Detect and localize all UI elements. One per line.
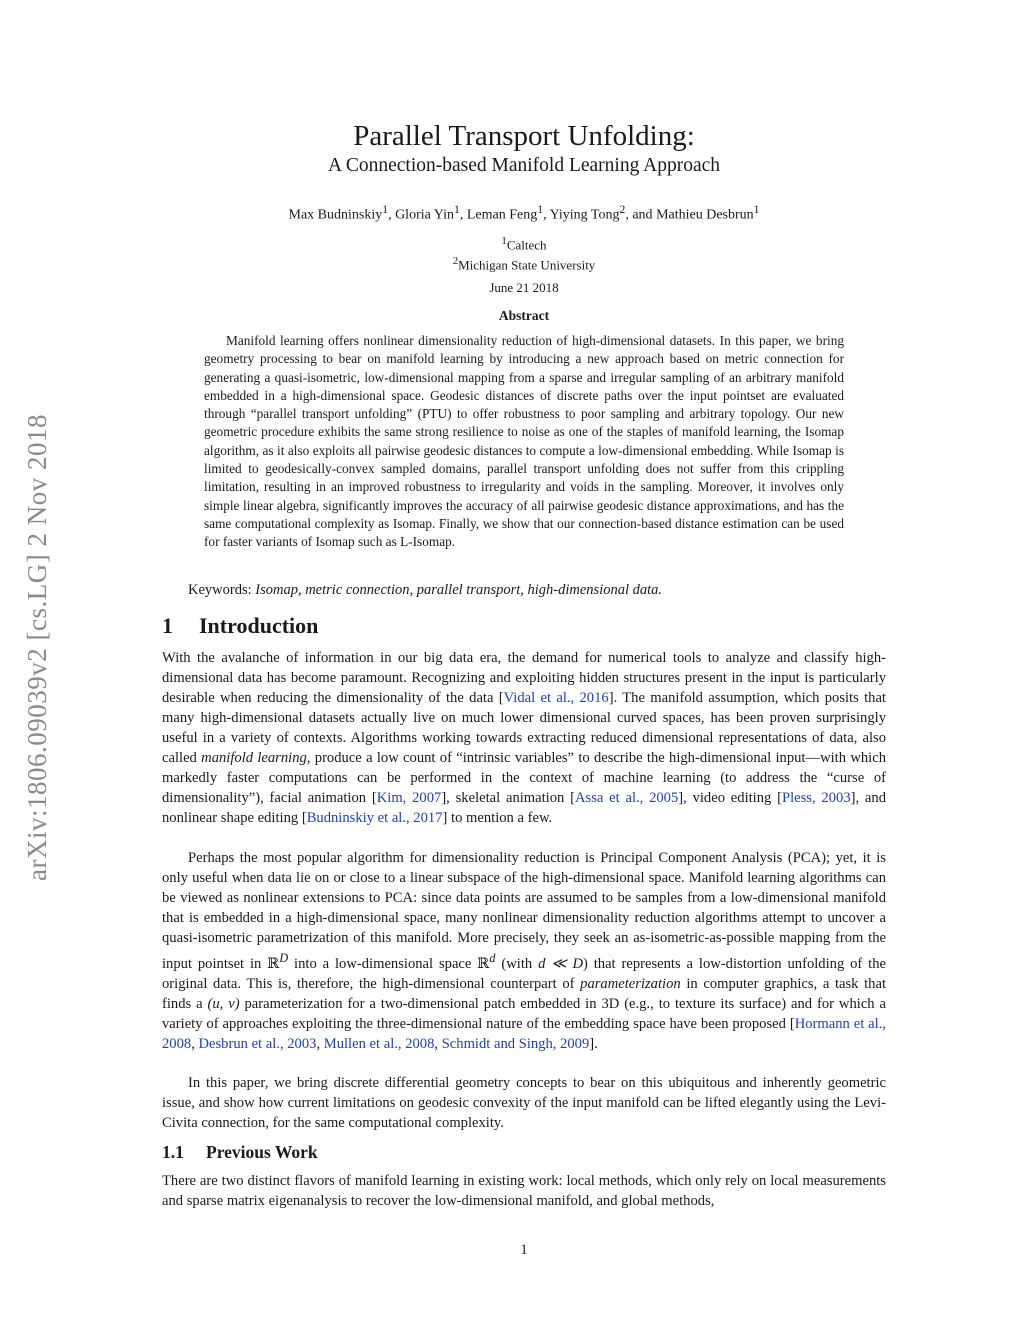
abstract-text: Manifold learning offers nonlinear dimensionality reduction of high-dimensional datasets. In this paper, we bring geometry processing to bear on manifold learning by introducing a new approach based on metric connection for generating a quasi-isometric, low-dimensional mapping from a sparse and irregular sampling of an arbitrary manifold embedded in a high-dimensional space. Geodesic distances of discrete paths over the input pointset are evaluated through “parallel transport unfolding” (PTU) to offer robustness to poor sampling and arbitrary topology. Our new geometric procedure exhibits the same strong resilience to noise as one of the staples of manifold learning, the Isomap algorithm, as it also exploits all pairwise geodesic distances to compute a low-dimensional embedding. While Isomap is limited to geodesically-convex sampled domains, parallel transport unfolding does not suffer from this crippling limitation, resulting in an improved robustness to irregularity and voids in the sampling. Moreover, it involves only simple linear algebra, significantly improves the accuracy of all pairwise geodesic distance approximations, and has the same computational complexity as Isomap. Finally, we show that our connection-based distance estimation can be used for faster variants of Isomap such as L-Isomap.: [204, 333, 844, 550]
page-number: 1: [520, 1242, 528, 1258]
paper-subtitle: A Connection-based Manifold Learning Approach: [327, 155, 721, 176]
author-list: Max Budninskiy$^1$, Gloria Yin$^1$, Leman Feng$^1$, Yiying Tong$^2$, and Mathieu Desbrun$^1$: [288, 203, 760, 223]
affiliation-name: Michigan State University: [458, 257, 596, 273]
section-number: 1.1: [162, 1142, 184, 1162]
author-name: Mathieu Desbrun: [656, 207, 754, 223]
keywords: [188, 581, 888, 600]
author-affiliation-mark: 1: [382, 203, 389, 216]
affiliation: [162, 253, 886, 273]
citation-link[interactable]: Mullen et al., 2008: [323, 1035, 435, 1052]
title-block: [162, 118, 886, 178]
paragraph: In this paper, we bring discrete differential geometry concepts to bear on this ubiquitous and inherently geometric issue, and show how current limitations on geodesic convexity of the input manifold can be lifted elegantly using the Levi-Civita connection, for the same computational complexity.: [162, 1075, 886, 1131]
author-affiliation-mark: 1: [753, 203, 760, 216]
abstract-heading: Abstract: [498, 308, 550, 323]
affiliation: [162, 233, 886, 253]
author-name: Yiying Tong: [549, 207, 620, 223]
author-name: Leman Feng: [466, 207, 538, 223]
citation-link[interactable]: Assa et al., 2005: [574, 790, 679, 806]
keywords-label: Keywords:: [188, 582, 252, 598]
author-affiliation-mark: 1: [454, 203, 460, 216]
section-heading-previous-work: [162, 1141, 318, 1163]
author-name: Max Budninskiy: [288, 207, 383, 223]
paragraph: Perhaps the most popular algorithm for dimensionality reduction is Principal Component Analysis (PCA); yet, it is only useful when data lie on or close to a linear subspace of the high-dimensional space. Manifold learning algorithms can be viewed as nonlinear extensions to PCA: since data points are assumed to be samples from a low-dimensional manifold that is embedded in a high-dimensional space, many nonlinear dimensionality reduction algorithms attempt to uncover a quasi-isometric parametrization of this manifold. More precisely, they seek an as-isometric-as-possible mapping from the input pointset in ℝ$^D$ into a low-dimensional space ℝ$^d$ (with d ≪ D) that represents a low-distortion unfolding of the original data. This is, therefore, the high-dimensional counterpart of parameterization in computer graphics, a task that finds a (u, v) parameterization for a two-dimensional patch embedded in 3D (e.g., to texture its surface) and for which a variety of approaches exploiting the three-dimensional nature of the embedding space have been proposed [Hormann et al., 2008, Desbrun et al., 2003, Mullen et al., 2008, Schmidt and Singh, 2009].: [162, 850, 887, 1052]
paper-date: June 21 2018: [489, 280, 559, 295]
citation-link[interactable]: Pless, 2003: [781, 790, 851, 806]
citation-link[interactable]: Kim, 2007: [376, 790, 442, 806]
section-heading-introduction: [162, 612, 318, 640]
author-affiliation-mark: 1: [537, 203, 544, 216]
author-affiliation-mark: 2: [619, 203, 626, 216]
section-title: Introduction: [199, 613, 319, 638]
citation-link[interactable]: Desbrun et al., 2003: [198, 1035, 317, 1052]
arxiv-stamp-text: arXiv:1806.09039v2 [cs.LG] 2 Nov 2018: [21, 414, 52, 881]
citation-link[interactable]: Budninskiy et al., 2017: [306, 810, 443, 826]
citation-link[interactable]: Hormann et al., 2008: [162, 1015, 887, 1052]
paragraph: There are two distinct flavors of manifold learning in existing work: local methods, which only rely on local measurements and sparse matrix eigenanalysis to recover the low-dimensional manifold, and global methods,: [162, 1173, 886, 1209]
paper-title: Parallel Transport Unfolding:: [353, 120, 695, 152]
affiliation-list: [162, 233, 886, 274]
citation-link[interactable]: Vidal et al., 2016: [503, 690, 609, 706]
keywords-list: Isomap, metric connection, parallel transport, high-dimensional data.: [255, 582, 663, 598]
citation-link[interactable]: Schmidt and Singh, 2009: [441, 1035, 590, 1052]
affiliation-name: Caltech: [506, 237, 547, 253]
affiliation-mark: 1: [501, 235, 507, 247]
author-name: Gloria Yin: [395, 207, 455, 223]
section-number: 1: [162, 613, 173, 638]
arxiv-stamp: [18, 355, 56, 940]
section-title: Previous Work: [206, 1142, 318, 1162]
paragraph: With the avalanche of information in our big data era, the demand for numerical tools to analyze and classify high-dimensional data has become paramount. Recognizing and exploiting hidden structures present in the input is particularly desirable when reducing the dimensionality of the data [Vidal et al., 2016]. The manifold assumption, which posits that many high-dimensional datasets actually live on much lower dimensional curved spaces, has been proven surprisingly useful in a variety of contexts. Algorithms working towards extracting reduced dimensional representations of data, also called manifold learning, produce a low count of “intrinsic variables” to describe the high-dimensional input—with which markedly faster computations can be performed in the context of machine learning (to address the “curse of dimensionality”), facial animation [Kim, 2007], skeletal animation [Assa et al., 2005], video editing [Pless, 2003], and nonlinear shape editing [Budninskiy et al., 2017] to mention a few.: [162, 650, 886, 826]
affiliation-mark: 2: [452, 255, 459, 268]
